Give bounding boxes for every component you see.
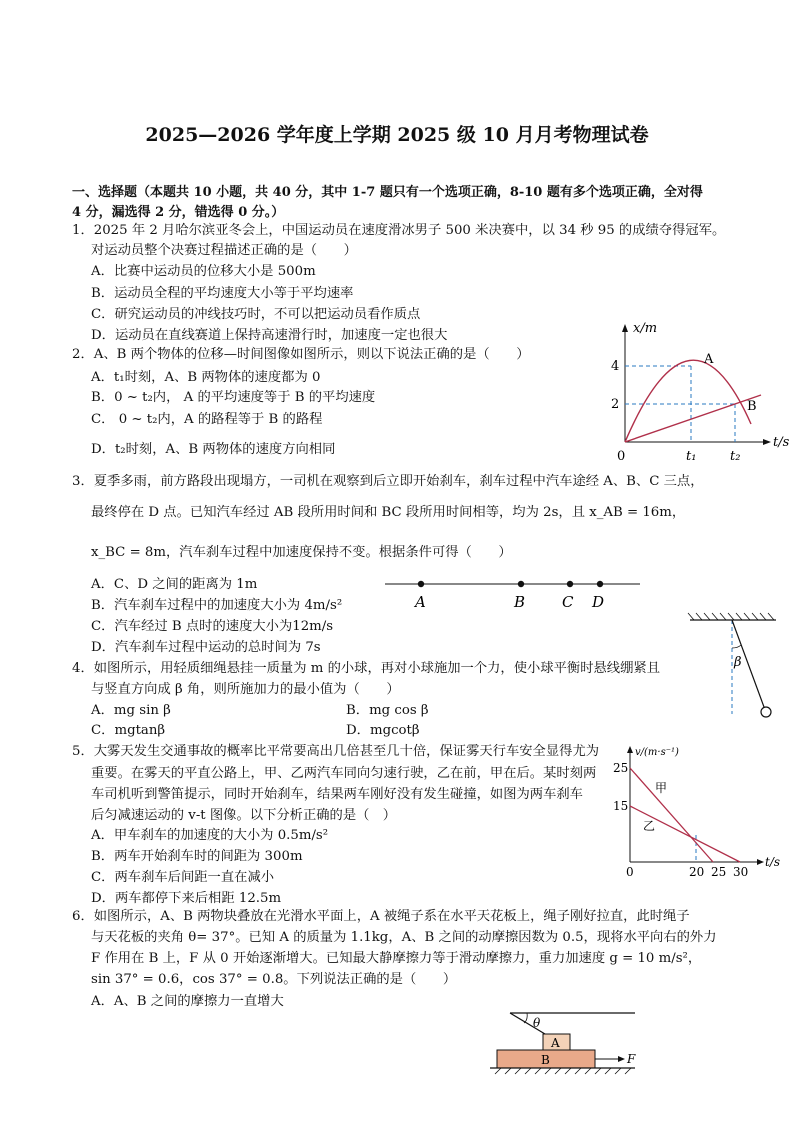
q3-option-d: D．汽车刹车过程中运动的总时间为 7s <box>91 640 321 655</box>
q4-option-b: B．mg cos β <box>346 703 429 718</box>
q5-stem-line3: 车司机听到警笛提示，同时开始刹车，结果两车刚好没有发生碰撞，如图为两车刹车 <box>91 787 583 802</box>
q2-ylabel: x/m <box>633 321 658 336</box>
q4-ceiling-hatch <box>688 613 774 620</box>
q2-option-d: D．t₂时刻，A、B 两物体的速度方向相同 <box>91 442 336 457</box>
q3-stem-line2: 最终停在 D 点。已知汽车经过 AB 段所用时间和 BC 段所用时间相等，均为 2s，且 x_AB = 16m， <box>91 505 686 520</box>
q6-stem-line4: sin 37° = 0.6，cos 37° = 0.8。下列说法正确的是（ ） <box>91 972 457 987</box>
q1-option-a: A．比赛中运动员的位移大小是 500m <box>91 264 316 279</box>
q2-origin: 0 <box>617 449 626 464</box>
q6-option-a: A．A、B 之间的摩擦力一直增大 <box>91 994 284 1009</box>
q5-tick-25x: 25 <box>711 865 727 878</box>
q4-option-d: D．mgcotβ <box>346 723 420 738</box>
q1-stem-line2: 对运动员整个决赛过程描述正确的是（ ） <box>91 243 357 258</box>
q3-stem-line1: 3．夏季多雨，前方路段出现塌方，一司机在观察到后立即开始刹车，刹车过程中汽车途经 A、B、C 三点， <box>72 474 704 489</box>
q5-xlabel: t/s <box>765 855 781 869</box>
q4-option-c: C．mgtanβ <box>91 723 166 738</box>
q6-block-a-label: A <box>551 1036 560 1050</box>
q5-tick-25: 25 <box>613 761 629 775</box>
q5-tick-20: 20 <box>689 865 705 878</box>
q2-tick-t2: t₂ <box>730 449 741 464</box>
q2-tick-2: 2 <box>611 397 620 412</box>
q5-tick-30: 30 <box>733 865 749 878</box>
q5-stem-line1: 5．大雾天发生交通事故的概率比平常要高出几倍甚至几十倍，保证雾天行车安全显得尤为 <box>72 744 600 759</box>
q5-option-b: B．两车开始刹车时的间距为 300m <box>91 849 303 864</box>
q5-origin: 0 <box>626 865 634 878</box>
q6-blocks-figure <box>485 1008 645 1083</box>
q3-point-c-label: C <box>562 593 574 611</box>
q5-ylabel: v/(m·s⁻¹) <box>635 747 679 758</box>
q5-stem-line4: 后匀减速运动的 v-t 图像。以下分析正确的是（ ） <box>91 808 397 823</box>
q2-label-b: B <box>747 399 757 414</box>
q4-stem-line2: 与竖直方向成 β 角，则所施加力的最小值为（ ） <box>91 682 400 697</box>
q6-block-b-label: B <box>541 1053 550 1067</box>
q1-stem-line1: 1．2025 年 2 月哈尔滨亚冬会上，中国运动员在速度滑冰男子 500 米决赛中，以 34 秒 95 的成绩夺得冠军。 <box>72 223 726 238</box>
q6-force-label: F <box>627 1052 636 1066</box>
q4-angle-label: β <box>734 655 742 670</box>
q2-option-c: C． 0 ~ t₂内，A 的路程等于 B 的路程 <box>91 412 323 427</box>
section-header-line2: 4 分，漏选得 2 分，错选得 0 分。） <box>72 205 285 220</box>
q3-point-a-dot <box>418 581 424 587</box>
q2-xt-graph <box>595 318 794 466</box>
q3-point-b-dot <box>518 581 524 587</box>
q3-point-d-label: D <box>592 593 605 611</box>
q1-option-c: C．研究运动员的冲线技巧时，不可以把运动员看作质点 <box>91 307 421 322</box>
q2-curve-a <box>625 360 751 442</box>
q2-tick-4: 4 <box>611 359 620 374</box>
q3-stem-line3: x_BC = 8m，汽车刹车过程中加速度保持不变。根据条件可得（ ） <box>91 545 512 560</box>
q2-stem: 2．A、B 两个物体的位移—时间图像如图所示，则以下说法正确的是（ ） <box>72 347 530 362</box>
q5-label-jia: 甲 <box>655 781 668 795</box>
q3-road-diagram <box>380 572 645 612</box>
page-title: 2025—2026 学年度上学期 2025 级 10 月月考物理试卷 <box>145 124 649 146</box>
q3-option-c: C．汽车经过 B 点时的速度大小为12m/s <box>91 619 334 634</box>
q3-point-a-label: A <box>415 593 426 611</box>
q3-point-c-dot <box>567 581 573 587</box>
q5-tick-15: 15 <box>613 799 629 813</box>
q2-option-b: B．0 ~ t₂内， A 的平均速度等于 B 的平均速度 <box>91 390 376 405</box>
q5-stem-line2: 重要。在雾天的平直公路上，甲、乙两汽车同向匀速行驶，乙在前，甲在后。某时刻两 <box>91 766 597 781</box>
q3-option-a: A．C、D 之间的距离为 1m <box>91 577 258 592</box>
q2-label-a: A <box>704 352 714 367</box>
q5-vt-graph <box>610 740 794 878</box>
q4-stem-line1: 4．如图所示，用轻质细绳悬挂一质量为 m 的小球，再对小球施加一个力，使小球平衡时悬线绷紧且 <box>72 661 660 676</box>
q1-option-b: B．运动员全程的平均速度大小等于平均速率 <box>91 286 354 301</box>
q5-line-yi <box>630 806 740 862</box>
q2-x-arrow-icon <box>763 439 771 445</box>
q4-angle-arc <box>732 645 741 648</box>
q1-option-d: D．运动员在直线赛道上保持高速滑行时，加速度一定也很大 <box>91 328 448 343</box>
q6-stem-line1: 6．如图所示，A、B 两物块叠放在光滑水平面上，A 被绳子系在水平天花板上，绳子刚好拉直，此时绳子 <box>72 909 690 924</box>
q4-pendulum-figure <box>686 610 786 722</box>
q6-stem-line3: F 作用在 B 上，F 从 0 开始逐渐增大。已知最大静摩擦力等于滑动摩擦力，重力加速度 g = 10 m/s²， <box>91 951 702 966</box>
q3-point-d-dot <box>597 581 603 587</box>
q5-label-yi: 乙 <box>643 819 656 833</box>
q3-point-b-label: B <box>514 593 526 611</box>
q2-option-a: A．t₁时刻，A、B 两物体的速度都为 0 <box>91 370 321 385</box>
q2-y-arrow-icon <box>622 324 628 332</box>
q5-option-d: D．两车都停下来后相距 12.5m <box>91 891 282 906</box>
q6-ground-hatch <box>495 1068 631 1074</box>
q5-option-c: C．两车刹车后间距一直在减小 <box>91 870 275 885</box>
q5-line-jia <box>630 768 713 862</box>
q5-x-arrow-icon <box>757 859 764 865</box>
q4-option-a: A．mg sin β <box>91 703 171 718</box>
section-header-line1: 一、选择题（本题共 10 小题，共 40 分，其中 1-7 题只有一个选项正确，8-10 题有多个选项正确，全对得 <box>72 185 703 200</box>
q6-theta-label: θ <box>533 1016 541 1030</box>
q5-option-a: A．甲车刹车的加速度的大小为 0.5m/s² <box>91 828 329 843</box>
q6-stem-line2: 与天花板的夹角 θ= 37°。已知 A 的质量为 1.1kg，A、B 之间的动摩擦因数为 0.5，现将水平向右的外力 <box>91 930 717 945</box>
q6-force-arrow-icon <box>618 1056 625 1062</box>
q2-tick-t1: t₁ <box>686 449 697 464</box>
q3-option-b: B．汽车刹车过程中的加速度大小为 4m/s² <box>91 598 343 613</box>
q2-xlabel: t/s <box>773 435 790 450</box>
q5-y-arrow-icon <box>627 746 633 753</box>
q4-ball <box>761 707 771 717</box>
